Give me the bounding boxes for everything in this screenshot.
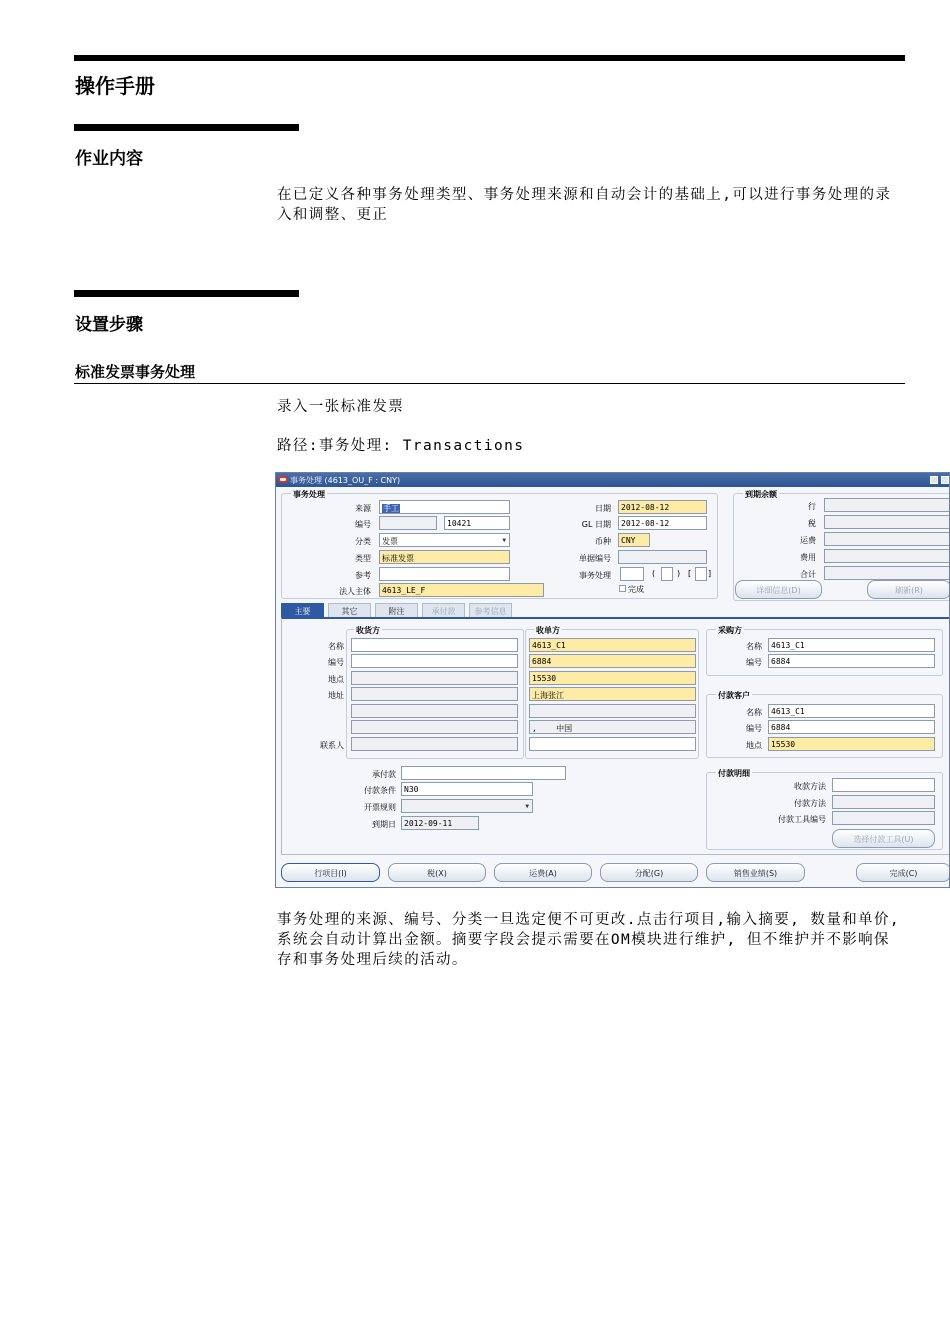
detail-button[interactable]: 详细信息(D) [735,580,822,599]
number-label: 编号 [355,520,371,529]
tab-other[interactable]: 其它 [328,603,371,617]
terms-label: 付款条件 [364,786,396,795]
paren-close: ) [677,569,681,578]
bal-charges-label: 费用 [800,553,816,562]
bracket-open: [ [688,569,692,578]
bal-line-field [824,498,950,512]
bal-tax-field [824,515,950,529]
top-rule [74,55,905,61]
tab-notes[interactable]: 附注 [375,603,418,617]
source-field[interactable] [379,500,510,514]
shipto-addr1-field[interactable] [351,687,518,701]
lines-button[interactable]: 行项目(I) [281,863,380,882]
select-instrument-button[interactable]: 选择付款工具(U) [832,829,935,848]
number-field[interactable]: 10421 [444,516,510,530]
tab-reference[interactable]: 参考信息 [469,603,512,617]
shipto-site-field[interactable] [351,671,518,685]
shipto-contact-field[interactable] [351,737,518,751]
instrument-number-label: 付款工具编号 [778,815,826,824]
intro-text: 录入一张标准发票 [277,399,405,415]
receipt-method-label: 收款方法 [794,782,826,791]
invoicing-rule-select[interactable] [401,799,533,813]
billto-num-field[interactable]: 6884 [529,654,696,668]
payment-group-title: 付款明细 [718,769,750,778]
type-label: 类型 [355,554,371,563]
maximize-icon[interactable] [941,476,949,484]
section-text: 在已定义各种事务处理类型、事务处理来源和自动会计的基础上,可以进行事务处理的录入和调整、更正 [277,187,892,223]
due-date-label: 到期日 [372,820,396,829]
tax-button[interactable]: 税(X) [388,863,486,882]
terms-field[interactable]: N30 [401,782,533,796]
tab-commitment[interactable]: 承付款 [422,603,465,617]
section-rule [74,124,299,131]
reference-label: 参考 [355,571,371,580]
source-label: 来源 [355,504,371,513]
doc-number-field[interactable] [618,550,707,564]
section-rule [74,290,299,297]
txn-label: 事务处理 [579,571,611,580]
shipto-addr2-field[interactable] [351,704,518,718]
txn-field[interactable] [620,567,644,581]
receipt-method-field[interactable] [832,778,935,792]
section-heading: 作业内容 [75,149,143,169]
shipto-addr3-field[interactable] [351,720,518,734]
billto-addr3-field[interactable]: , 中国 [529,720,696,734]
page-title: 操作手册 [75,74,155,98]
complete-checkbox[interactable] [619,585,626,592]
subsection-heading: 标准发票事务处理 [75,363,196,381]
window-title: 事务处理 (4613_OU_F : CNY) [290,476,401,485]
class-label: 分类 [355,537,371,546]
billto-addr1-field[interactable]: 上海张江 [529,687,696,701]
paying-name-label: 名称 [746,708,762,717]
paying-num-field[interactable]: 6884 [768,720,935,734]
number-prefix-field[interactable] [379,516,437,530]
freight-button[interactable]: 运费(A) [494,863,592,882]
class-select[interactable] [379,533,510,547]
sales-credits-button[interactable]: 销售业绩(S) [706,863,805,882]
payment-method-field[interactable] [832,795,935,809]
path-text: 路径:事务处理: Transactions [277,438,525,454]
payment-method-label: 付款方法 [794,799,826,808]
gl-date-label: GL 日期 [581,520,611,529]
transactions-screenshot [275,472,950,888]
soldto-num-label: 编号 [746,658,762,667]
bal-freight-label: 运费 [800,536,816,545]
section-heading: 设置步骤 [75,315,143,335]
bal-line-label: 行 [808,502,816,511]
shipto-num-field[interactable] [351,654,518,668]
complete-button[interactable]: 完成(C) [856,863,950,882]
dropdown-arrow-icon: ▼ [525,803,529,810]
soldto-num-field[interactable]: 6884 [768,654,935,668]
doc-number-label: 单据编号 [579,554,611,563]
commitment-label: 承付款 [372,770,396,779]
soldto-name-label: 名称 [746,642,762,651]
paying-name-field[interactable]: 4613_C1 [768,704,935,718]
window-titlebar [276,473,950,487]
shipto-name-label: 名称 [328,642,344,651]
after-text: 事务处理的来源、编号、分类一旦选定便不可更改.点击行项目,输入摘要, 数量和单价, 系统会自动计算出金额。摘要字段会提示需要在OM模块进行维护, 但不维护并不影响保存和事务处理后续的活动。 [277,912,901,968]
type-field[interactable]: 标准发票 [379,550,510,564]
currency-label: 币种 [595,537,611,546]
distributions-button[interactable]: 分配(G) [600,863,698,882]
minimize-icon[interactable] [930,476,938,484]
due-date-field[interactable]: 2012-09-11 [401,816,479,830]
legal-entity-label: 法人主体 [339,587,371,596]
bal-total-label: 合计 [800,570,816,579]
invoicing-rule-label: 开票规则 [364,803,396,812]
dropdown-arrow-icon: ▼ [502,537,506,544]
paren-open: ( [652,569,656,578]
date-label: 日期 [595,504,611,513]
billto-site-field[interactable]: 15530 [529,671,696,685]
bracket-close: ] [708,569,712,578]
billto-addr2-field[interactable] [529,704,696,718]
soldto-group [706,629,943,676]
shipto-site-label: 地点 [328,675,344,684]
legal-entity-field[interactable]: 4613_LE_F [379,583,544,597]
oracle-logo-icon [278,476,288,483]
billto-name-field[interactable]: 4613_C1 [529,638,696,652]
instrument-number-field[interactable] [832,811,935,825]
shipto-group-title: 收货方 [356,626,380,635]
gl-date-field[interactable]: 2012-08-12 [618,516,707,530]
paying-group-title: 付款客户 [718,691,750,700]
date-field[interactable]: 2012-08-12 [618,500,707,514]
bal-total-field [824,566,950,580]
tab-main[interactable]: 主要 [281,603,324,617]
soldto-group-title: 采购方 [718,626,742,635]
paying-site-label: 地点 [746,741,762,750]
paying-site-field[interactable]: 15530 [768,737,935,751]
billto-contact-field[interactable] [529,737,696,751]
source-value: 手工 [383,504,399,513]
bal-tax-label: 税 [808,519,816,528]
currency-field[interactable]: CNY [618,533,650,547]
reference-field[interactable] [379,567,510,581]
paying-num-label: 编号 [746,724,762,733]
class-value: 发票 [382,537,398,546]
refresh-button[interactable]: 刷新(R) [867,580,950,599]
complete-label: 完成 [628,585,644,594]
shipto-addr-label: 地址 [328,691,344,700]
bal-freight-field [824,532,950,546]
txn-sub-field2[interactable] [695,567,707,581]
subsection-rule [74,383,905,384]
shipto-num-label: 编号 [328,658,344,667]
txn-group-title: 事务处理 [293,490,325,499]
soldto-name-field[interactable]: 4613_C1 [768,638,935,652]
shipto-name-field[interactable] [351,638,518,652]
commitment-field[interactable] [401,766,566,780]
billto-group-title: 收单方 [536,626,560,635]
shipto-contact-label: 联系人 [320,741,344,750]
balance-group-title: 到期余额 [745,490,777,499]
txn-sub-field[interactable] [661,567,673,581]
bal-charges-field [824,549,950,563]
